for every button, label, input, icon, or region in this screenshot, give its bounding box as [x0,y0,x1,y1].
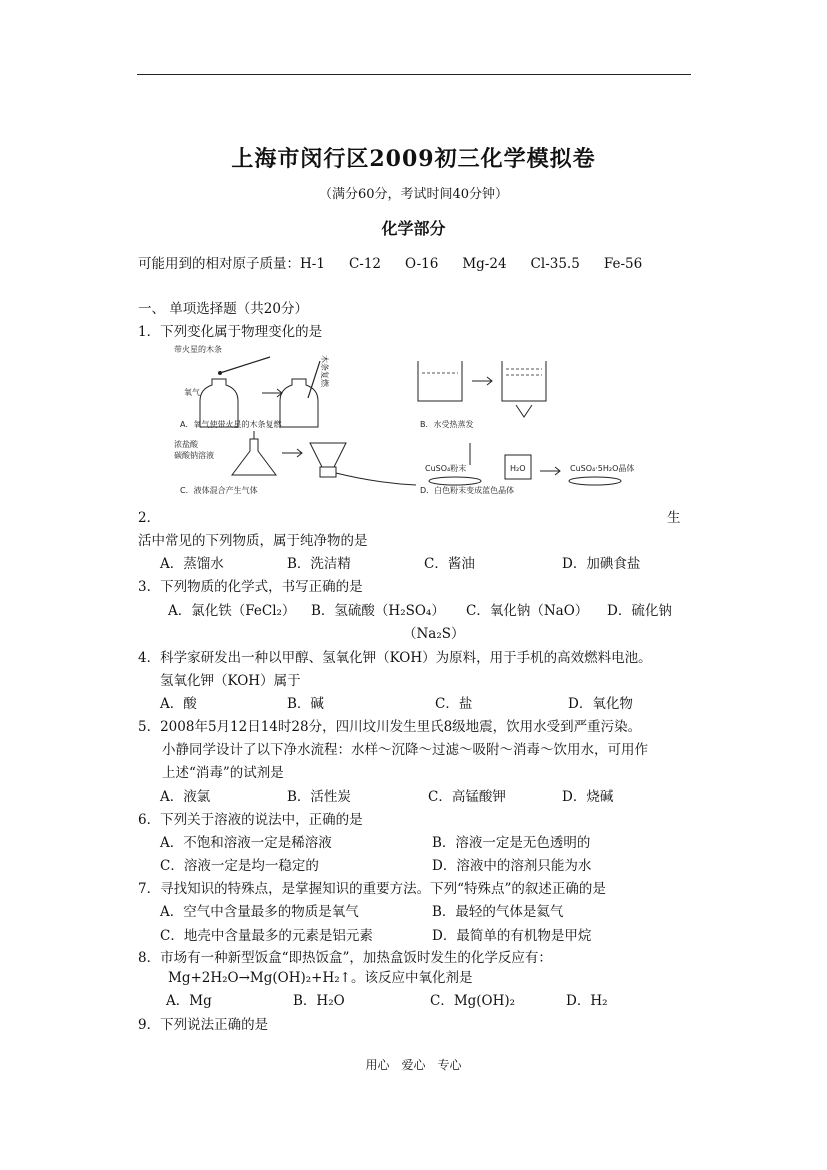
q3-option-a: A．氯化铁（FeCl₂） [168,603,296,619]
q2-tail: 生 [667,510,681,526]
q2-option-d: D．加碘食盐 [562,556,641,572]
footer-item: 用心 [365,1058,390,1072]
q4-option-b: B．碱 [287,696,324,712]
q8-option-d: D．H₂ [566,993,608,1009]
q6-stem: 6．下列关于溶液的说法中，正确的是 [138,812,363,828]
mass-item: Mg-24 [462,256,507,272]
page-title: 上海市闵行区2009初三化学模拟卷 [231,146,596,172]
footer-item: 专心 [437,1058,462,1072]
q8-stem: 8．市场有一种新型饭盒“即热饭盒”，加热盒饭时发生的化学反应有： [138,950,552,966]
fig-label-carbonate: 碳酸钠溶液 [174,451,214,460]
fig-caption-d: D．白色粉末变成蓝色晶体 [420,486,515,495]
q8-option-a: A．Mg [166,993,212,1009]
q4-stem-1: 4．科学家研发出一种以甲醇、氢氧化钾（KOH）为原料，用于手机的高效燃料电池。 [138,650,652,666]
q3-option-d: D．硫化钠 [607,603,672,619]
fig-label-oxygen: 氧气 [184,388,200,397]
q6-option-c: C．溶液一定是均一稳定的 [160,858,319,874]
atomic-masses [138,252,666,272]
q1-stem: 1．下列变化属于物理变化的是 [138,324,323,340]
header-rule [137,74,691,75]
page-subtitle: （满分60分，考试时间40分钟） [318,187,509,202]
q4-option-a: A．酸 [160,696,197,712]
q2-option-a: A．蒸馏水 [160,556,224,572]
q4-stem-2: 氢氧化钾（KOH）属于 [160,673,301,689]
part1-heading: 一、 单项选择题（共20分） [138,301,308,317]
q4-option-c: C．盐 [435,696,473,712]
fig-label-h2o: H₂O [510,464,526,473]
q7-option-d: D．最简单的有机物是甲烷 [432,928,592,944]
q3-option-c: C．氧化钠（NaO） [466,603,589,619]
q6-option-a: A．不饱和溶液一定是稀溶液 [160,835,332,851]
q5-option-d: D．烧碱 [562,789,614,805]
q9-stem: 9．下列说法正确的是 [138,1017,269,1033]
q5-option-b: B．活性炭 [287,789,351,805]
q2-option-c: C．酱油 [424,556,475,572]
q8-equation: Mg+2H₂O→Mg(OH)₂+H₂↑。该反应中氧化剂是 [168,970,473,986]
q7-option-b: B．最轻的气体是氦气 [432,904,564,920]
figure-a [174,344,330,429]
figure-d [420,443,634,495]
mass-item: O-16 [405,256,439,272]
q2-stem: 活中常见的下列物质，属于纯净物的是 [138,533,368,549]
q3-option-b: B．氢硫酸（H₂SO₄） [311,603,445,619]
section-title: 化学部分 [381,219,446,238]
q1-figure [170,343,660,498]
q6-option-b: B．溶液一定是无色透明的 [432,835,591,851]
fig-label-relight: 木条复燃 [320,355,329,387]
figure-b [418,361,546,429]
fig-label-acid: 浓盐酸 [174,440,198,449]
q2-num: 2． [138,510,161,526]
q8-option-c: C．Mg(OH)₂ [430,993,516,1009]
mass-item: H-1 [300,256,325,272]
fig-caption-a: A．氧气使带火星的木条复燃 [180,420,282,429]
q5-option-c: C．高锰酸钾 [428,789,506,805]
fig-caption-b: B．水受热蒸发 [420,420,474,429]
atomic-masses-label: 可能用到的相对原子质量： [138,256,300,272]
fig-label-cuso4: CuSO₄粉末 [425,464,467,473]
q7-option-c: C．地壳中含量最多的元素是铝元素 [160,928,373,944]
q2-option-b: B．洗洁精 [287,556,351,572]
q7-stem: 7．寻找知识的特殊点，是掌握知识的重要方法。下列“特殊点”的叙述正确的是 [138,881,606,897]
q7-option-a: A．空气中含量最多的物质是氧气 [160,904,359,920]
fig-caption-c: C．液体混合产生气体 [180,486,258,495]
q5-option-a: A．液氯 [160,789,211,805]
q3-option-d-formula: （Na₂S） [403,626,465,642]
q5-stem-2: 小静同学设计了以下净水流程：水样～沉降～过滤～吸附～消毒～饮用水，可用作 [162,742,648,758]
page-footer [0,1056,827,1073]
mass-item: C-12 [348,256,382,272]
fig-label-splint: 带火星的木条 [174,345,222,354]
q3-stem: 3．下列物质的化学式，书写正确的是 [138,579,363,595]
fig-label-crystal: CuSO₄·5H₂O晶体 [570,464,635,473]
q8-option-b: B．H₂O [293,993,345,1009]
q4-option-d: D．氧化物 [568,696,633,712]
q5-stem-1: 5．2008年5月12日14时28分，四川坟川发生里氏8级地震，饮用水受到严重污染。 [138,719,642,735]
footer-item: 爱心 [401,1058,426,1072]
mass-item: Fe-56 [603,256,643,272]
q5-stem-3: 上述“消毒”的试剂是 [162,765,284,781]
figure-c [174,431,416,495]
mass-item: Cl-35.5 [530,256,580,272]
q6-option-d: D．溶液中的溶剂只能为水 [432,858,592,874]
